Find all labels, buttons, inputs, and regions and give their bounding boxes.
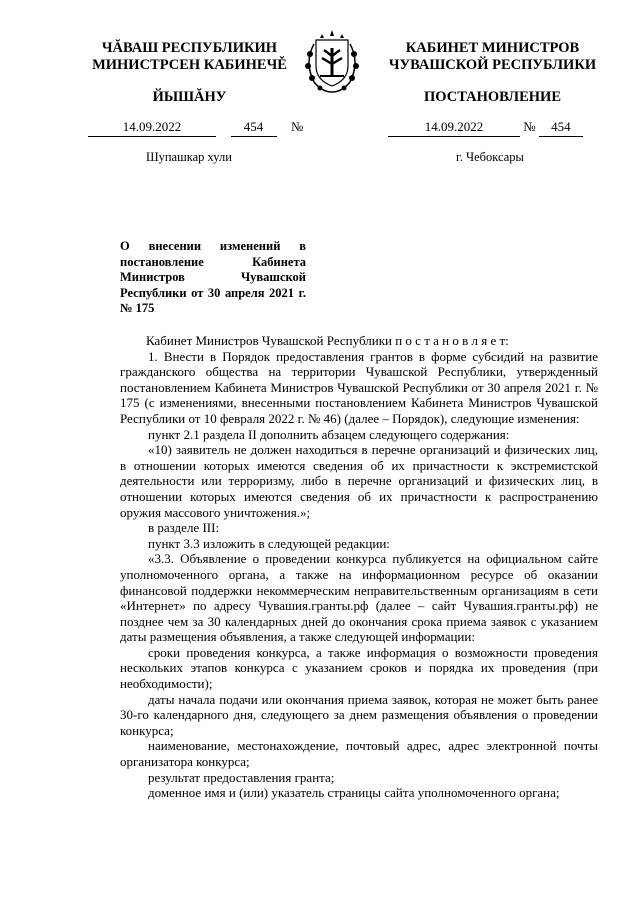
header-left-line1: ЧĂВАШ РЕСПУБЛИКИН [101, 40, 278, 56]
body-paragraph: доменное имя и (или) указатель страницы сайта уполномоченного органа; [148, 785, 560, 801]
body-paragraph: пункт 3.3 изложить в следующей редакции: [148, 535, 390, 551]
date-left: 14.09.2022 [88, 119, 216, 137]
city-right: г. Чебоксары [456, 150, 524, 164]
header-right [385, 40, 600, 74]
body-paragraph: сроки проведения конкурса, а также информация о возможности проведения нескольких этапов конкурса с указанием сроков и порядка их проведения (при необходимости); [120, 644, 598, 692]
document-body [120, 333, 598, 801]
header-right-doc-type: ПОСТАНОВЛЕНИЕ [423, 89, 561, 105]
document-subject: О внесении изменений в постановление Кабинета Министров Чувашской Республики от 30 апреля 2021 г. № 175 [120, 239, 306, 315]
doc-line-left [88, 119, 303, 137]
body-paragraph: Кабинет Министров Чувашской Республики п о с т а н о в л я е т: [146, 333, 509, 348]
body-paragraph: 1. Внести в Порядок предоставления грантов в форме субсидий на развитие гражданского общества на территории Чувашской Республики, утвержденный постановлением Кабинета Министров Чувашской Республики от 30 апреля 2021 г. № 175 (с изменениями, внесенными постановлением Кабинета Министров Чувашской Республики от 10 февраля 2022 г. № 46) (далее – Порядок), следующие изменения: [120, 348, 598, 426]
city-left: Шупашкар хули [146, 150, 232, 164]
body-paragraph: результат предоставления гранта; [148, 769, 335, 785]
chuvash-coat-of-arms-icon [300, 26, 364, 96]
number-sign-right: № [523, 119, 536, 134]
number-sign-left: № [291, 119, 304, 134]
number-right: 454 [539, 119, 583, 137]
header-left-line2: МИНИСТРСЕН КАБИНЕЧĚ [92, 57, 287, 73]
date-right: 14.09.2022 [388, 119, 520, 137]
body-paragraph: «10) заявитель не должен находиться в перечне организаций и физических лиц, в отношении которых имеются сведения об их причастности к экстремистской деятельности или терроризму, либо в перечне организаций и физических лиц, в отношении которых имеются сведения об их причастности к распространению оружия массового уничтожения.»; [120, 442, 598, 520]
doc-line-right [388, 119, 583, 137]
number-left: 454 [231, 119, 277, 137]
header-right-line1: КАБИНЕТ МИНИСТРОВ [405, 40, 580, 56]
header-left-doc-type: ЙЫШĂНУ [152, 89, 227, 105]
header-right-line2: ЧУВАШСКОЙ РЕСПУБЛИКИ [388, 57, 597, 73]
body-paragraph: в разделе III: [148, 520, 220, 536]
body-paragraph: пункт 2.1 раздела II дополнить абзацем следующего содержания: [148, 426, 510, 442]
body-paragraph: даты начала подачи или окончания приема заявок, которая не может быть ранее 30-го календарного дня, следующего за днем размещения объявления о проведении конкурса; [120, 691, 598, 738]
body-paragraph: наименование, местонахождение, почтовый адрес, адрес электронной почты организатора конкурса; [120, 738, 598, 770]
header-left [82, 40, 297, 74]
body-paragraph: «3.3. Объявление о проведении конкурса публикуется на официальном сайте уполномоченного органа, а также на информационном ресурсе об оказании финансовой поддержки некоммерческим неправительственным организациям в сети «Интернет» по адресу Чувашия.гранты.рф (далее – сайт Чувашия.гранты.рф) не позднее чем за 30 календарных дней до окончания срока приема заявок с указанием даты размещения объявления, а также следующей информации: [120, 551, 598, 645]
